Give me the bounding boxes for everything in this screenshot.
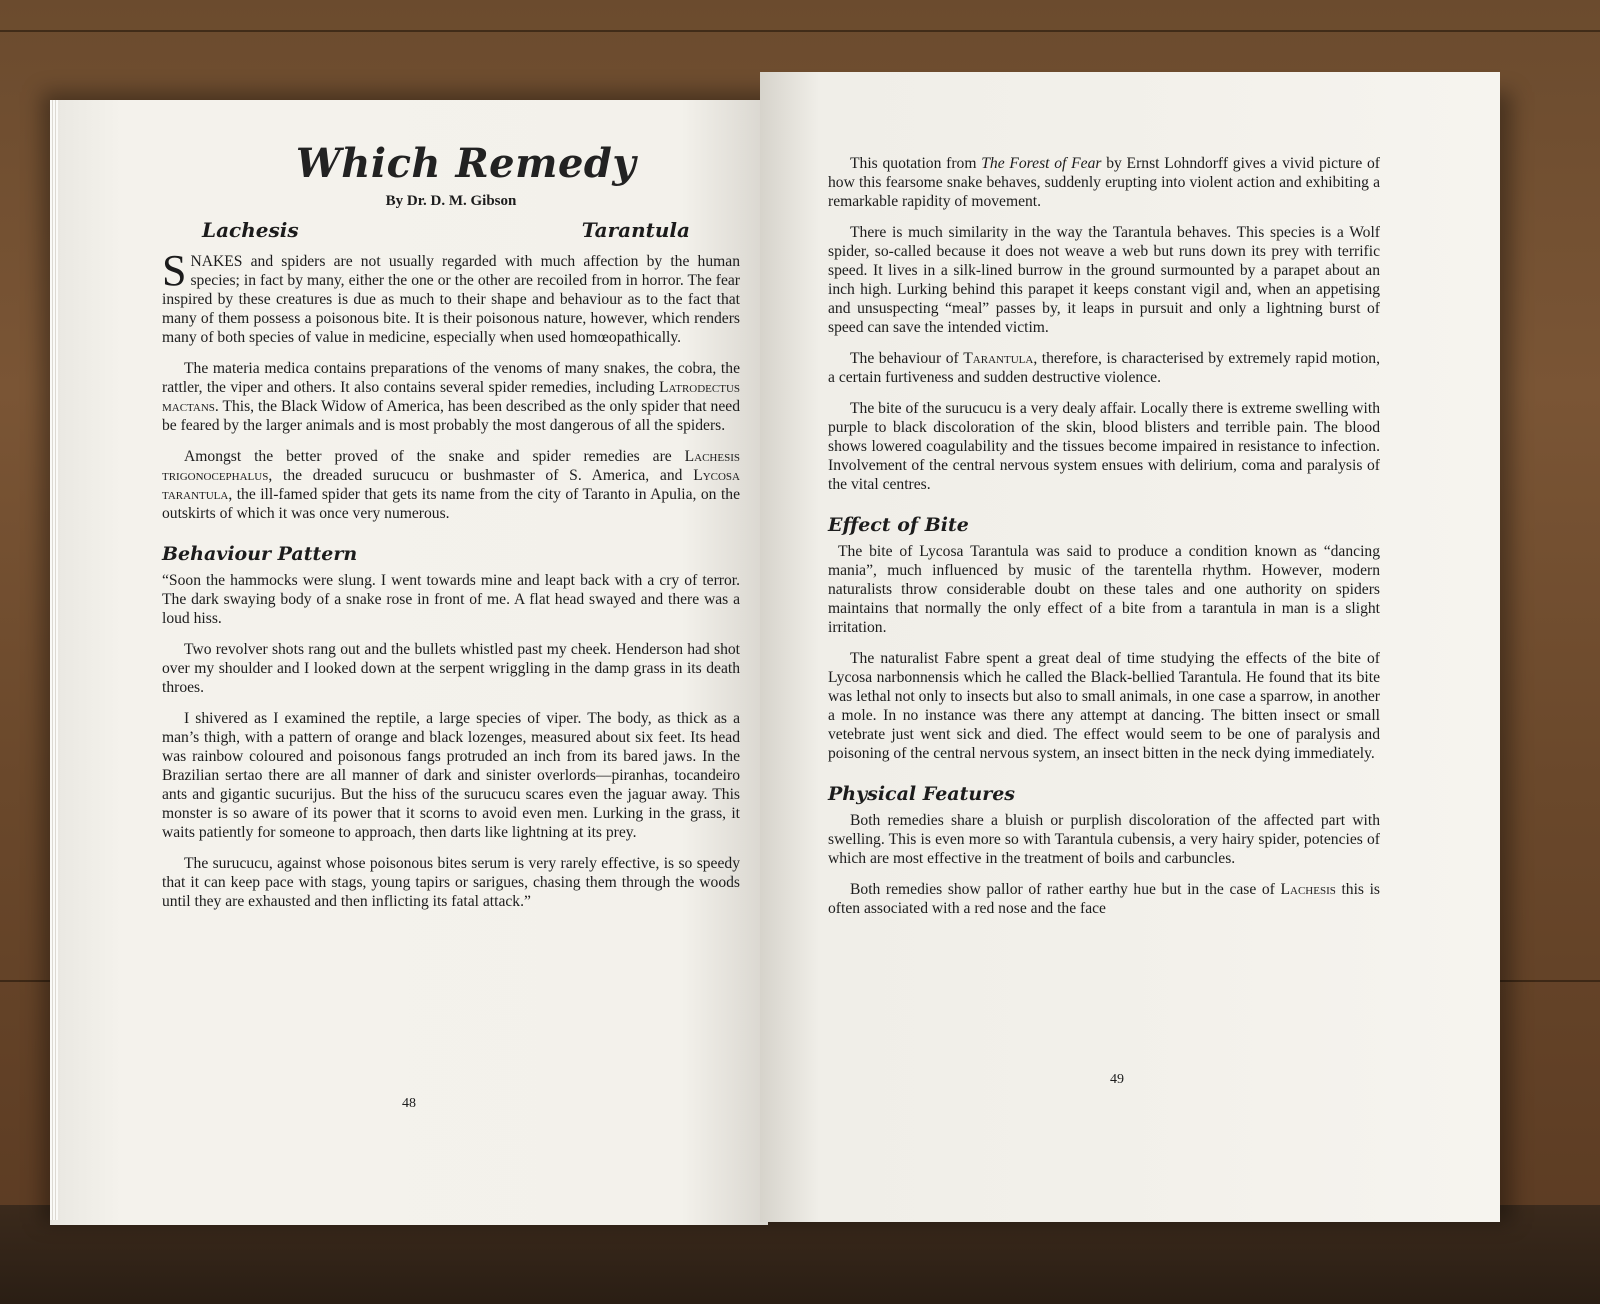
- page-number-right: 49: [1110, 1072, 1124, 1087]
- paragraph: I shivered as I examined the reptile, a large species of viper. The body, as thick as a man’s thigh, with a pattern of orange and black lozenges, measured about six feet. Its head was rainbow coloured and poisonous fangs protruded an inch from its bared jaws. In the Brazilian sertao there are all manner of dark and sinister overlords—piranhas, tocandeiro ants and gigantic sucurijus. But the hiss of the surucucu scares even the jaguar away. This monster is so aware of its power that it scorns to avoid even men. Lurking in the grass, it waits patiently for someone to approach, then darts like lightning at its prey.: [162, 710, 740, 841]
- section-heading-physical-features: Physical Features: [828, 783, 1016, 805]
- paragraph: The bite of the surucucu is a very dealy affair. Locally there is extreme swelling with purple to black discoloration of the skin, blood blisters and terrible pain. The blood shows lowered coagulability and the tissues become impaired in resistance to infection. Involvement of the central nervous system ensues with delirium, coma and paralysis of the vital centres.: [828, 400, 1380, 493]
- page-edges: [50, 100, 58, 1220]
- paragraph: “Soon the hammocks were slung. I went towards mine and leapt back with a cry of terror. The dark swaying body of a snake rose in front of me. A flat head swayed and there was a loud hiss.: [162, 572, 740, 627]
- paragraph: The materia medica contains preparations of the venoms of many snakes, the cobra, the rattler, the viper and others. It also contains several spider remedies, including Latrodectus mactans. This, the Black Widow of America, has been described as the only spider that need be feared by the larger animals and is most probably the most dangerous of all the spiders.: [162, 360, 740, 434]
- paragraph: Both remedies share a bluish or purplish discoloration of the affected part with swelling. This is even more so with Tarantula cubensis, a very hairy spider, potencies of which are most effective in the treatment of boils and carbuncles.: [828, 812, 1380, 867]
- drop-cap: S: [162, 246, 187, 295]
- subtitle-lachesis: Lachesis: [202, 218, 299, 242]
- paragraph: Both remedies show pallor of rather earthy hue but in the case of Lachesis this is often associated with a red nose and the face: [828, 881, 1380, 917]
- right-page: [760, 72, 1500, 1222]
- paragraph: This quotation from The Forest of Fear by Ernst Lohndorff gives a vivid picture of how this fearsome snake behaves, suddenly erupting into violent action and exhibiting a remarkable rapidity of movement.: [828, 155, 1380, 210]
- paragraph: Amongst the better proved of the snake and spider remedies are Lachesis trigonocephalus, the dreaded surucucu or bushmaster of S. America, and Lycosa tarantula, the ill-famed spider that gets its name from the city of Taranto in Apulia, on the outskirts of which it was once very numerous.: [162, 448, 740, 522]
- section-heading-behaviour-pattern: Behaviour Pattern: [162, 543, 358, 565]
- section-heading-effect-of-bite: Effect of Bite: [828, 514, 969, 536]
- paragraph: SNAKES and spiders are not usually regarded with much affection by the human species; in fact by many, either the one or the other are recoiled from in horror. The fear inspired by these creatures is due as much to their shape and behaviour as to the fact that many of them possess a poisonous bite. It is their poisonous nature, however, which renders many of both species of value in medicine, especially when used homœopathically.: [162, 246, 740, 346]
- paragraph: The naturalist Fabre spent a great deal of time studying the effects of the bite of Lycosa narbonnensis which he called the Black-bellied Tarantula. He found that its bite was lethal not only to insects but also to small animals, in one case a sparrow, in another a mole. In no instance was there any attempt at dancing. The bitten insect or small vetebrate just went sick and died. The effect would seem to be one of paralysis and poisoning of the central nervous system, an insect bitten in the neck dying immediately.: [828, 650, 1380, 762]
- article-title: Which Remedy: [295, 140, 637, 187]
- paragraph: There is much similarity in the way the Tarantula behaves. This species is a Wolf spider, so-called because it does not weave a web but runs down its prey with terrific speed. It lives in a silk-lined burrow in the ground surmounted by a parapet about an inch high. Lurking behind this parapet it keeps constant vigil and, when an appetising and unsuspecting “meal” passes by, it leaps in pursuit and only a lightning burst of speed can save the intended victim.: [828, 224, 1380, 336]
- paragraph: Two revolver shots rang out and the bullets whistled past my cheek. Henderson had shot over my shoulder and I looked down at the serpent wriggling in the damp grass in its death throes.: [162, 641, 740, 696]
- left-page: [50, 100, 768, 1225]
- page-number-left: 48: [402, 1096, 416, 1111]
- paragraph: The behaviour of Tarantula, therefore, is characterised by extremely rapid motion, a certain furtiveness and sudden destructive violence.: [828, 350, 1381, 386]
- subtitle-tarantula: Tarantula: [581, 218, 690, 242]
- subtitles-row: [202, 218, 690, 242]
- left-page-column: [162, 140, 740, 923]
- paragraph: The bite of Lycosa Tarantula was said to produce a condition known as “dancing mania”, much influenced by music of the tarentella rhythm. However, modern naturalists throw considerable doubt on these tales and one authority on spiders maintains that normally the only effect of a bite from a tarantula in man is a slight irritation.: [828, 543, 1380, 636]
- article-byline: By Dr. D. M. Gibson: [385, 193, 517, 209]
- right-page-column: [828, 154, 1380, 930]
- paragraph: The surucucu, against whose poisonous bites serum is very rarely effective, is so speedy that it can keep pace with stags, young tapirs or sarigues, chasing them through the woods until they are exhausted and then inflicting its fatal attack.”: [162, 855, 740, 910]
- floor-plank-line: [0, 30, 1600, 32]
